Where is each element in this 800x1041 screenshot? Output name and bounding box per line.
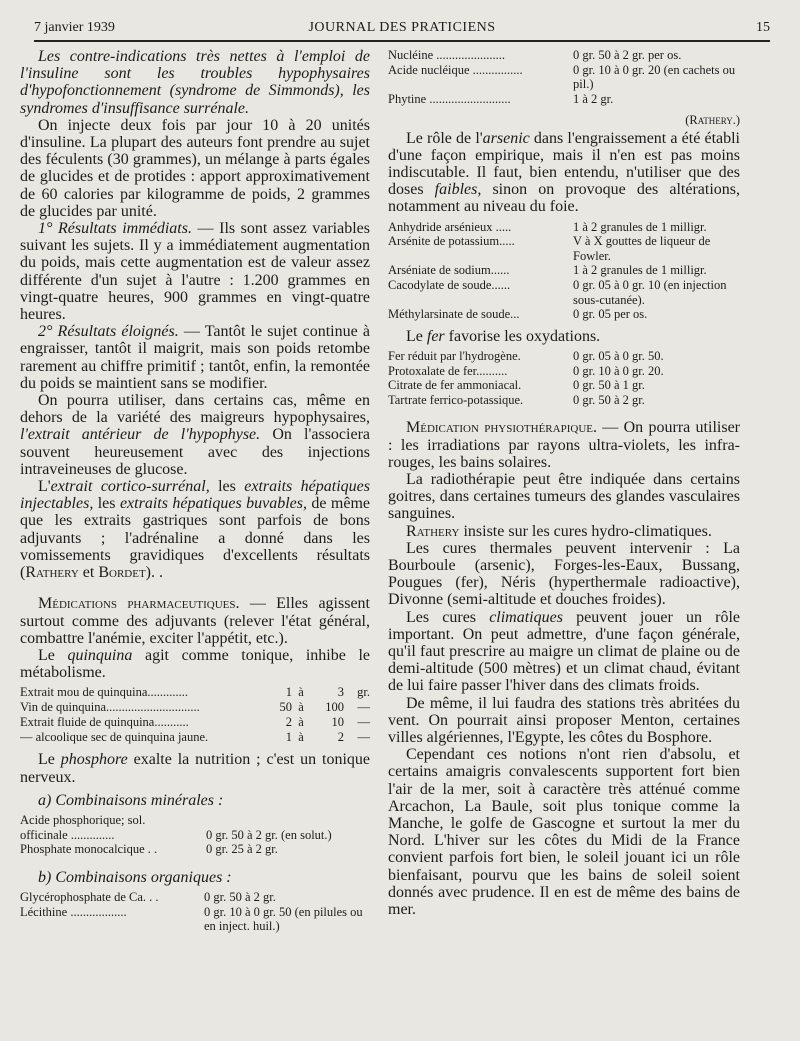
paragraph-extraits: L'extrait cortico-surrénal, les extraits hépatiques injectables, les extraits hépatiques buvables, de même que les extraits gastriques sont parfois de bons adjuvants ; l'adrénaline a donné dans les vomissements gravidiques d'excellents résultats (Rathery et Bordet). . <box>20 478 371 582</box>
paragraph-stations-abritees: De même, il lui faudra des stations très abritées du vent. On pourrait ainsi proposer Menton, certaines villes algériennes, l'Egypte, les côtes du Bosphore. <box>388 694 740 746</box>
table-row: Lécithine .................. 0 gr. 10 à 0 gr. 50 (en pilules ou en inject. huil.) <box>20 904 363 934</box>
paragraph-cures-hydro-climatiques: Rathery insiste sur les cures hydro-climatiques. <box>406 522 712 540</box>
table-row: — alcoolique sec de quinquina jaune. 1 à 2 — <box>20 730 370 745</box>
table-row: Cacodylate de soude...... 0 gr. 05 à 0 gr. 10 (en injection sous-cutanée). <box>388 277 727 307</box>
table-row: Vin de quinquina.............................. 50 à 100 — <box>20 700 370 715</box>
header-date: 7 janvier 1939 <box>34 20 115 35</box>
paragraph-medications-pharmaceutiques: Médications pharmaceutiques. — Elles agissent surtout comme des adjuvants (relever l'état général, combattre l'anémie, exciter l'appétit, etc.). <box>20 595 370 647</box>
header-journal-title: JOURNAL DES PRATICIENS <box>308 20 496 35</box>
arsenic-table <box>388 220 740 322</box>
table-row: Acide nucléique ................ 0 gr. 10 à 0 gr. 20 (en cachets ou pil.) <box>388 62 736 92</box>
paragraph-cures-thermales: Les cures thermales peuvent intervenir : La Bourboule (arsenic), Forges-les-Eaux, Bussang, Pougues (fer), Néris (hyperthermale radioactive), Divonne (semi-altitude et douches froides). <box>388 539 740 609</box>
table-row: Extrait fluide de quinquina........... 2 à 10 — <box>20 715 370 730</box>
minerales-table <box>20 813 370 857</box>
quinquina-table <box>20 685 370 745</box>
table-row: Extrait mou de quinquina............. 1 à 3 gr. <box>20 685 370 700</box>
table-row: Fer réduit par l'hydrogène. 0 gr. 05 à 0 gr. 50. <box>388 348 664 363</box>
paragraph-cures-climatiques: Les cures climatiques peuvent jouer un rôle important. On peut admettre, d'une façon générale, qu'il faut prescrire au maigre un climat de plaine ou de demi-altitude (500 mètres) et un climat chaud, évitant de lui faire passer l'hiver dans des climats froids. <box>388 608 740 695</box>
table-row: Glycérophosphate de Ca. . . 0 gr. 50 à 2 gr. <box>20 889 276 904</box>
subheading-combinaisons-minerales: a) Combinaisons minérales : <box>38 791 224 809</box>
table-row: Phytine .......................... 1 à 2 gr. <box>388 91 614 106</box>
paragraph-phosphore: Le phosphore exalte la nutrition ; c'est un tonique nerveux. <box>20 751 371 786</box>
table-row: Anhydride arsénieux ..... 1 à 2 granules de 1 milligr. <box>388 219 707 234</box>
signature-rathery: (Rathery.) <box>685 113 740 128</box>
paragraph-extrait-hypophyse: On pourra utiliser, dans certains cas, même en dehors de la variété des maigreurs hypophysaires, l'extrait antérieur de l'hypophyse. On l'associera souvent heureusement avec des injections intraveineuses de glucose. <box>20 392 371 478</box>
table-row: Nucléine ...................... 0 gr. 50 à 2 gr. per os. <box>388 48 682 62</box>
table-row: Méthylarsinate de soude... 0 gr. 05 per os. <box>388 307 648 322</box>
table-row: Phosphate monocalcique . . 0 gr. 25 à 2 gr. <box>20 842 278 857</box>
paragraph-quinquina: Le quinquina agit comme tonique, inhibe le métabolisme. <box>20 646 370 682</box>
left-column <box>20 48 370 940</box>
paragraph-radiotherapie: La radiothérapie peut être indiquée dans certains goitres, dans certaines tumeurs des glandes vasculaires sanguines. <box>388 470 740 523</box>
header-page-number: 15 <box>756 20 770 35</box>
paragraph-injection: On injecte deux fois par jour 10 à 20 unités d'insuline. La plupart des auteurs font prendre au sujet des féculents (30 grammes), un mélange à parts égales de glucides et de protides : apport approximativement de 60 calories par kilogramme de poids, 2 grammes de glucides par unité. <box>20 116 370 220</box>
subheading-combinaisons-organiques: b) Combinaisons organiques : <box>38 868 232 886</box>
paragraph-arsenic: Le rôle de l'arsenic dans l'engraissement a été établi d'une façon empirique, mais il n'en est pas moins indiscutable. Il faut, bien entendu, n'utiliser que des doses faibles, sinon on provoque des altérations, notamment au niveau du foie. <box>388 129 741 216</box>
right-column <box>388 48 740 918</box>
fer-table <box>388 349 740 407</box>
organiques-table <box>20 890 370 934</box>
paragraph-contre-indications: Les contre-indications très nettes à l'emploi de l'insuline sont les troubles hypophysaires d'hypofonctionnement (syndrome de Simmonds), les syndromes d'insuffisance surrénale. <box>20 48 370 117</box>
nucleine-table <box>388 48 740 106</box>
table-row: Arséniate de sodium...... 1 à 2 granules de 1 milligr. <box>388 263 707 278</box>
paragraph-fer: Le fer favorise les oxydations. <box>406 327 601 345</box>
table-row: Acide phosphorique; sol. <box>20 812 146 827</box>
table-row: Tartrate ferrico-potassique. 0 gr. 50 à 2 gr. <box>388 392 645 407</box>
paragraph-medication-physiotherapique: Médication physiothérapique. — On pourra utiliser : les irradiations par rayons ultra-violets, les infra-rouges, les bains solaires. <box>388 419 740 471</box>
paragraph-air-de-la-mer: Cependant ces notions n'ont rien d'absolu, et certains amaigris convalescents supportent fort bien l'air de la mer, soit à caractère très atténué comme Arcachon, La Baule, soit plus tonique comme la Manche, le golfe de Gascogne et surtout la mer du Nord. L'hiver sur les côtes du Midi de la France convient parfois fort bien, le soleil jouant ici un rôle bienfaisant, pourvu que les bains de soleil soient donnés avec prudence. Il en est de même des bains de mer. <box>388 746 740 919</box>
paragraph-resultats-eloignes: 2° Résultats éloignés. — Tantôt le sujet continue à engraisser, tantôt il maigrit, mais son poids retombe rarement au chiffre primitif ; tantôt, enfin, la remontée du poids se maintient sans se modifier. <box>20 323 370 392</box>
page-header <box>34 18 770 42</box>
table-row: officinale .............. 0 gr. 50 à 2 gr. (en solut.) <box>20 827 332 842</box>
table-row: Citrate de fer ammoniacal. 0 gr. 50 à 1 gr. <box>388 378 645 393</box>
paragraph-resultats-immediats: 1° Résultats immédiats. — Ils sont assez variables suivant les sujets. Il y a immédiatement augmentation du poids, mais cette augmentation est de valeur assez différente d'un sujet à l'autre : 1.200 grammes en vingt-quatre heures, 900 grammes en vingt-quatre heures. <box>20 220 370 324</box>
table-row: Protoxalate de fer.......... 0 gr. 10 à 0 gr. 20. <box>388 363 664 378</box>
table-row: Arsénite de potassium..... V à X gouttes de liqueur de Fowler. <box>388 234 711 263</box>
